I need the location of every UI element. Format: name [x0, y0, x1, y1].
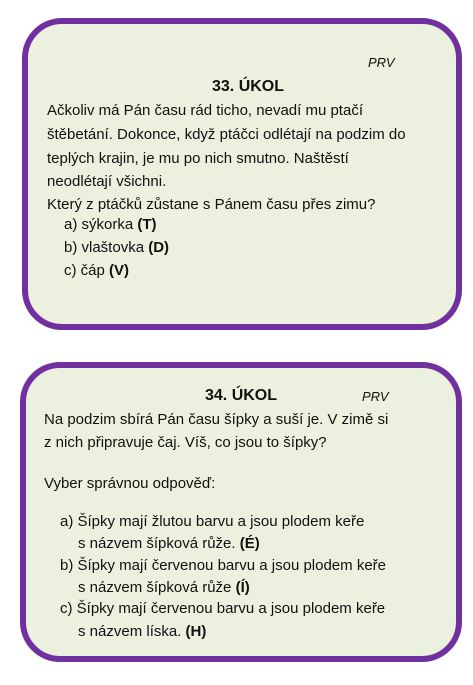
task-text-line: Na podzim sbírá Pán času šípky a suší je. V zimě si	[44, 411, 389, 428]
answer-code: (V)	[109, 262, 130, 279]
task-instruction: Vyber správnou odpověď:	[44, 475, 216, 492]
answer-option: c) Šípky mají červenou barvu a jsou plodem keře	[60, 600, 386, 617]
answer-code: (T)	[137, 216, 157, 233]
answer-code: (Í)	[235, 579, 250, 596]
answer-option: a) sýkorka (T)	[64, 216, 157, 233]
subject-tag: PRV	[362, 389, 389, 404]
answer-option: c) čáp (V)	[64, 262, 130, 279]
answer-option-continuation: s názvem šípková růže (Í)	[78, 579, 250, 596]
task-text-line: neodlétají všichni.	[47, 173, 167, 190]
answer-option: b) Šípky mají červenou barvu a jsou plodem keře	[60, 557, 386, 574]
task-text-line: teplých krajin, je mu po nich smutno. Naštěstí	[47, 150, 349, 167]
answer-code: (H)	[185, 623, 207, 640]
task-text-line: z nich připravuje čaj. Víš, co jsou to šípky?	[44, 434, 327, 451]
answer-option-continuation: s názvem líska. (H)	[78, 623, 207, 640]
task-question: Který z ptáčků zůstane s Pánem času přes zimu?	[47, 196, 376, 213]
task-title: 34. ÚKOL	[205, 387, 278, 404]
answer-code: (D)	[148, 239, 170, 256]
answer-option: a) Šípky mají žlutou barvu a jsou plodem keře	[60, 513, 365, 530]
answer-option-continuation: s názvem šípková růže. (É)	[78, 535, 260, 552]
subject-tag: PRV	[368, 55, 395, 70]
task-title: 33. ÚKOL	[212, 78, 285, 95]
task-text-line: Ačkoliv má Pán času rád ticho, nevadí mu ptačí	[47, 102, 363, 119]
answer-code: (É)	[239, 535, 260, 552]
task-text-line: štěbetání. Dokonce, když ptáčci odlétají na podzim do	[47, 126, 406, 143]
answer-option: b) vlaštovka (D)	[64, 239, 170, 256]
